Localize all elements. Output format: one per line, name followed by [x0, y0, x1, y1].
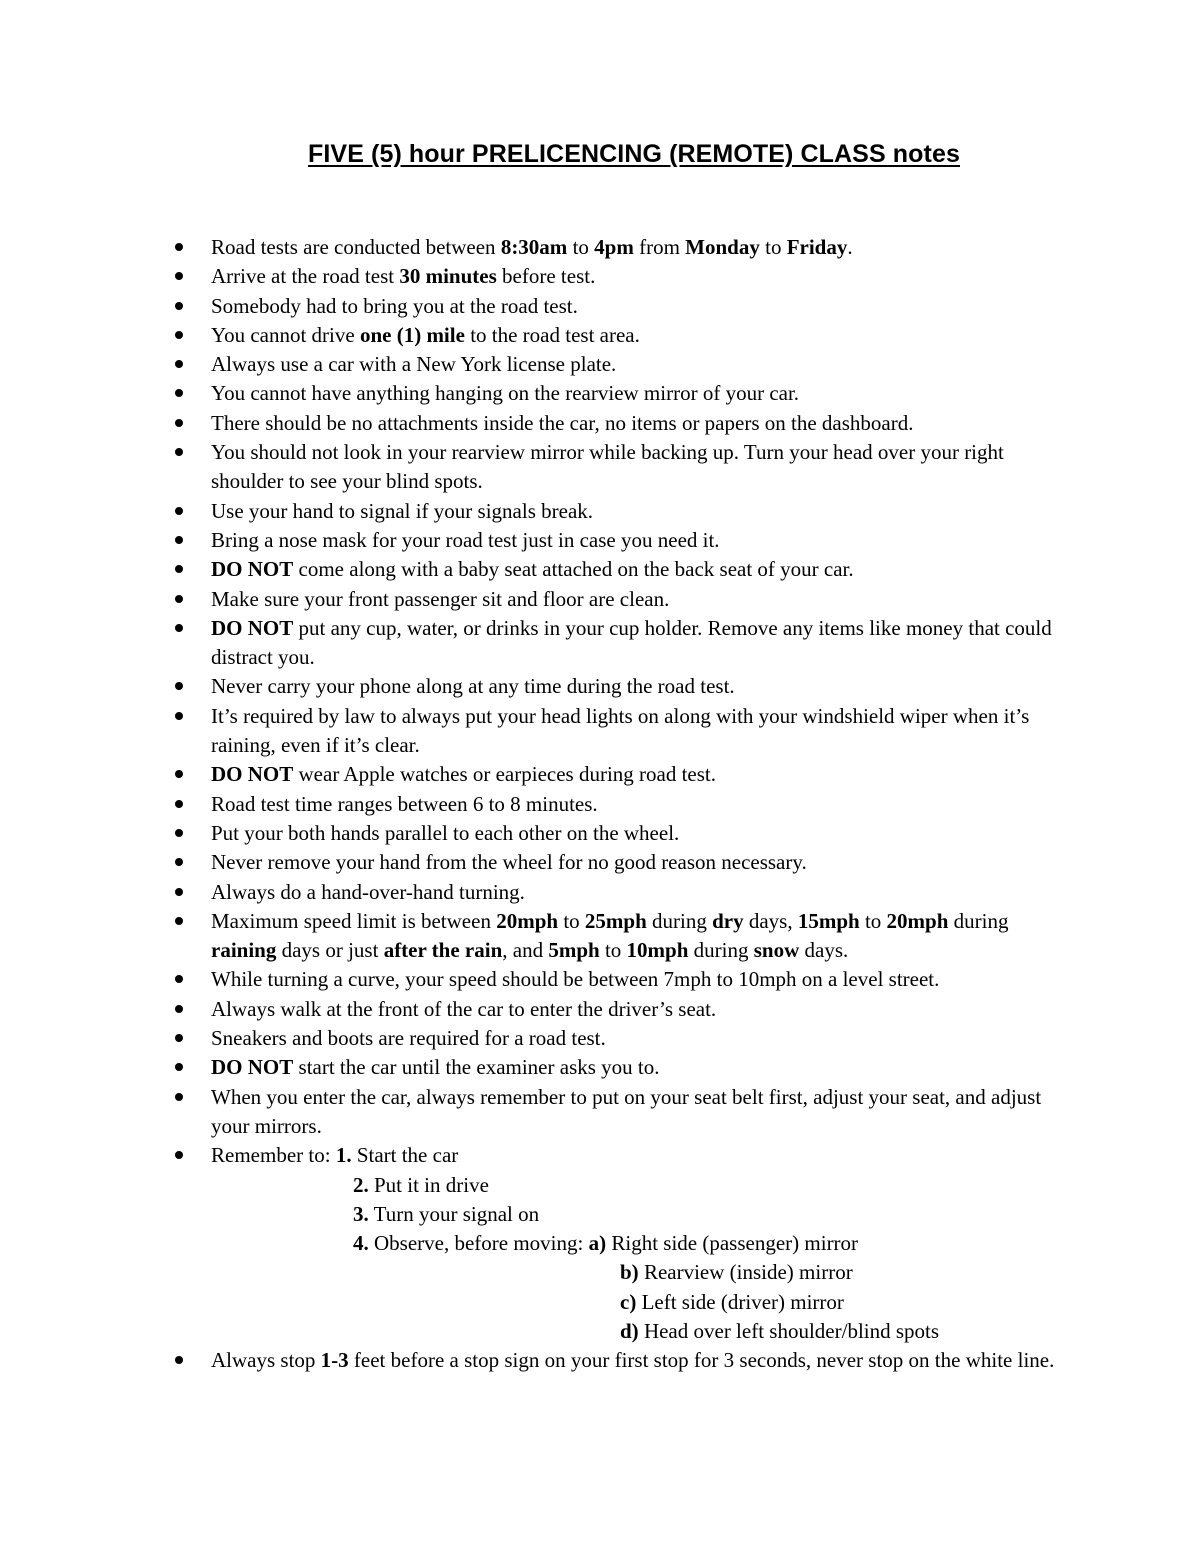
bold-text-segment: snow [753, 938, 800, 963]
bold-text-segment: raining [211, 938, 277, 963]
bullet-icon [175, 595, 183, 603]
text-segment: to [599, 938, 627, 963]
text-segment: to the road test area. [464, 322, 640, 347]
substep-letter: b) [620, 1260, 639, 1285]
text-segment: feet before a stop sign on your first stop for 3 seconds, never stop on the white line. [348, 1348, 1055, 1373]
list-item [211, 614, 1071, 673]
text-segment: to [567, 235, 595, 259]
list-item [211, 965, 1071, 994]
text-segment: There should be no attachments inside the car, no items or papers on the dashboard. [211, 410, 914, 435]
bold-text-segment: 25mph [584, 908, 647, 933]
list-item [211, 878, 1071, 907]
observe-substep [211, 1317, 1071, 1346]
substep-text: Head over left shoulder/blind spots [638, 1318, 940, 1343]
bullet-icon [175, 360, 183, 368]
text-segment: While turning a curve, your speed should be between 7mph to 10mph on a level street. [211, 967, 940, 992]
bullet-icon [175, 331, 183, 339]
step-number: 1. [335, 1143, 352, 1168]
bold-text-segment: 20mph [886, 908, 949, 933]
list-item [211, 585, 1071, 614]
text-segment: Always do a hand-over-hand turning. [211, 879, 525, 904]
bold-text-segment: 1-3 [320, 1348, 349, 1373]
bullet-icon [175, 888, 183, 896]
step-text: Turn your signal on [368, 1201, 540, 1226]
text-segment: start the car until the examiner asks you to. [293, 1055, 660, 1080]
text-segment: Put your both hands parallel to each other on the wheel. [211, 820, 680, 845]
text-segment: to [759, 235, 787, 259]
list-item [211, 438, 1071, 497]
step-number: 2. [353, 1172, 369, 1197]
list-item [211, 819, 1071, 848]
text-segment: You cannot have anything hanging on the rearview mirror of your car. [211, 381, 800, 406]
list-item [211, 702, 1071, 761]
bold-text-segment: DO NOT [211, 615, 294, 640]
text-segment: days. [799, 938, 849, 963]
bullet-icon [175, 1005, 183, 1013]
text-segment: during [646, 908, 713, 933]
text-segment: Maximum speed limit is between [211, 908, 497, 933]
bullet-icon [175, 975, 183, 983]
bullet-icon [175, 448, 183, 456]
list-item [211, 379, 1071, 408]
bullet-icon [175, 682, 183, 690]
text-segment: . [847, 235, 853, 259]
bullet-icon [175, 507, 183, 515]
text-segment: before test. [496, 264, 596, 289]
page-title: FIVE (5) hour PRELICENCING (REMOTE) CLASS notes [308, 140, 960, 168]
substep-letter: a) [588, 1231, 607, 1256]
bullet-icon [175, 389, 183, 397]
bullet-icon [175, 1151, 183, 1159]
list-item [211, 848, 1071, 877]
text-segment: during [948, 908, 1009, 933]
bullet-icon [175, 624, 183, 632]
text-segment: Always stop [211, 1348, 321, 1373]
bullet-icon [175, 1063, 183, 1071]
text-segment: Use your hand to signal if your signals break. [211, 498, 594, 523]
bullet-icon [175, 565, 183, 573]
step-number: 3. [353, 1201, 369, 1226]
text-segment: Bring a nose mask for your road test just in case you need it. [211, 527, 720, 552]
step-text: Put it in drive [368, 1172, 489, 1197]
step-number: 4. [353, 1231, 369, 1256]
substep-text: Left side (driver) mirror [636, 1289, 844, 1314]
bullet-icon [175, 1356, 183, 1364]
text-segment: Sneakers and boots are required for a road test. [211, 1026, 606, 1051]
remember-step [211, 1200, 1071, 1229]
list-item [211, 1053, 1071, 1082]
text-segment: to [859, 908, 887, 933]
text-segment: Arrive at the road test [211, 264, 400, 289]
list-item [211, 672, 1071, 701]
text-segment: Somebody had to bring you at the road test. [211, 293, 578, 318]
bold-text-segment: 4pm [594, 235, 634, 259]
bold-text-segment: DO NOT [211, 762, 294, 787]
observe-substep [589, 1231, 858, 1255]
text-segment: Always walk at the front of the car to enter the driver’s seat. [211, 996, 717, 1021]
bold-text-segment: 30 minutes [399, 264, 497, 289]
step-text: Start the car [351, 1143, 459, 1168]
list-item [211, 321, 1071, 350]
text-segment: Never carry your phone along at any time during the road test. [211, 674, 735, 699]
text-segment: Always use a car with a New York license plate. [211, 352, 617, 377]
bold-text-segment: one (1) mile [359, 322, 465, 347]
text-segment: You should not look in your rearview mirror while backing up. Turn your head over your right shoulder to see your blind spots. [211, 440, 1004, 494]
observe-substep [211, 1258, 1071, 1287]
bold-text-segment: DO NOT [211, 557, 294, 582]
bullet-icon [175, 419, 183, 427]
bold-text-segment: after the rain [383, 938, 503, 963]
bullet-icon [175, 800, 183, 808]
bullet-icon [175, 712, 183, 720]
notes-list [211, 233, 1071, 1376]
list-item [211, 1083, 1071, 1142]
substep-text: Rearview (inside) mirror [638, 1260, 853, 1285]
list-item [211, 1024, 1071, 1053]
text-segment: Never remove your hand from the wheel for no good reason necessary. [211, 850, 807, 875]
remember-step [336, 1143, 458, 1167]
text-segment: Road tests are conducted between [211, 235, 501, 259]
list-item [211, 760, 1071, 789]
list-item [211, 907, 1071, 966]
bold-text-segment: 8:30am [500, 235, 568, 259]
list-item-remember [211, 1141, 1071, 1346]
text-segment: put any cup, water, or drinks in your cup holder. Remove any items like money that could distract you. [211, 615, 1052, 670]
step-text: Observe, before moving: [368, 1231, 589, 1256]
text-segment: wear Apple watches or earpieces during road test. [293, 762, 717, 787]
list-item [211, 233, 1071, 262]
text-segment: It’s required by law to always put your head lights on along with your windshield wiper when it’s raining, even if it’s clear. [211, 703, 1030, 758]
list-item [211, 497, 1071, 526]
remember-step [211, 1171, 1071, 1200]
bullet-icon [175, 1034, 183, 1042]
text-segment: come along with a baby seat attached on the back seat of your car. [293, 557, 854, 582]
substep-text: Right side (passenger) mirror [606, 1231, 859, 1256]
observe-substep [211, 1288, 1071, 1317]
text-segment: , and [502, 938, 549, 963]
list-item [211, 995, 1071, 1024]
bullet-icon [175, 536, 183, 544]
list-item [211, 262, 1071, 291]
list-item [211, 526, 1071, 555]
bold-text-segment: DO NOT [211, 1055, 294, 1080]
bullet-icon [175, 243, 183, 251]
substep-letter: c) [620, 1289, 637, 1314]
list-item [211, 790, 1071, 819]
bullet-icon [175, 917, 183, 925]
text-segment: You cannot drive [211, 322, 360, 347]
bold-text-segment: 20mph [496, 908, 559, 933]
remember-step [211, 1229, 1071, 1258]
bold-text-segment: dry [712, 908, 744, 933]
bold-text-segment: 15mph [797, 908, 860, 933]
list-item [211, 350, 1071, 379]
text-segment: When you enter the car, always remember to put on your seat belt first, adjust your seat, and adjust your mirrors. [211, 1084, 1042, 1138]
list-item [211, 292, 1071, 321]
bold-text-segment: Friday [786, 235, 848, 259]
list-item-last [211, 1346, 1071, 1375]
text-segment: Make sure your front passenger sit and floor are clean. [211, 586, 670, 611]
bullet-icon [175, 829, 183, 837]
bullet-icon [175, 1093, 183, 1101]
bullet-icon [175, 858, 183, 866]
bullet-icon [175, 272, 183, 280]
text-segment: days, [743, 908, 798, 933]
text-segment: days or just [276, 938, 384, 963]
bullet-icon [175, 302, 183, 310]
text-segment: from [633, 235, 686, 259]
bold-text-segment: 5mph [548, 938, 600, 963]
list-item [211, 555, 1071, 584]
text-segment: Road test time ranges between 6 to 8 minutes. [211, 791, 598, 816]
bullet-icon [175, 770, 183, 778]
list-item [211, 409, 1071, 438]
last-item-text [211, 1348, 1054, 1372]
text-segment: during [688, 938, 754, 963]
bold-text-segment: Monday [685, 235, 760, 259]
substep-letter: d) [620, 1318, 639, 1343]
bold-text-segment: 10mph [626, 938, 689, 963]
remember-intro: Remember to: [211, 1143, 336, 1168]
text-segment: to [558, 908, 585, 933]
